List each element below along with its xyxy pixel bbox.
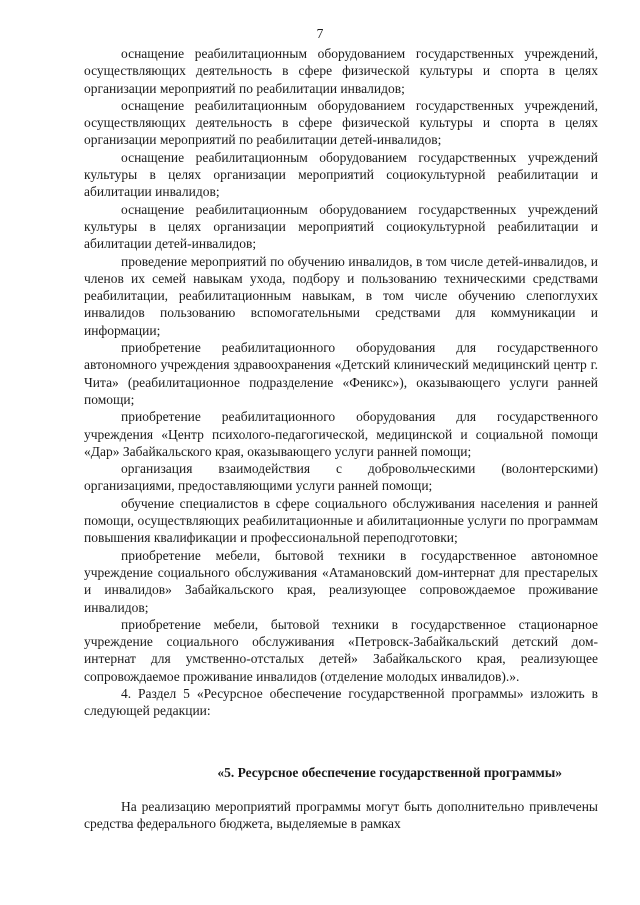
paragraph-rehab-culture-children: оснащение реабилитационным оборудованием государственных учреждений культуры в целях организации мероприятий социокультурной реабилитации и абилитации детей-инвалидов;: [84, 201, 598, 252]
page-number: 7: [316, 26, 324, 41]
paragraph-furniture-petrovsk: приобретение мебели, бытовой техники в государственное стационарное учреждение социального обслуживания «Петровск-Забайкальский детский дом-интернат для умственно-отсталых детей» Забайкальского края, реализующее сопровождаемое проживание инвалидов (отделение молодых инвалидов).».: [84, 616, 598, 684]
closing-text: [84, 798, 598, 833]
paragraph-rehab-sport-disabled: оснащение реабилитационным оборудованием государственных учреждений, осуществляющих деятельность в сфере физической культуры и спорта в целях организации мероприятий по реабилитации инвалидов;: [84, 46, 598, 96]
paragraph-rehab-culture-disabled: оснащение реабилитационным оборудованием государственных учреждений культуры в целях организации мероприятий социокультурной реабилитации и абилитации инвалидов;: [84, 149, 598, 200]
body-text: [84, 45, 598, 720]
paragraph-equipment-phoenix: приобретение реабилитационного оборудования для государственного автономного учреждения здравоохранения «Детский клинический медицинский центр г. Чита» (реабилитационное подразделение «Феникс»), оказывающего услуги ранней помощи;: [84, 340, 598, 407]
paragraph-volunteer-cooperation: организация взаимодействия с добровольческими (волонтерскими) организациями, предоставляющими услуги ранней помощи;: [84, 461, 598, 494]
paragraph-equipment-dar: приобретение реабилитационного оборудования для государственного учреждения «Центр психолого-педагогической, медицинской и социальной помощи «Дар» Забайкальского края, оказывающего услуги ранней помощи;: [84, 409, 598, 459]
paragraph-training-disabled: проведение мероприятий по обучению инвалидов, в том числе детей-инвалидов, и членов их семей навыкам ухода, подбору и пользованию техническими средствами реабилитации, реабилитационным навыкам, в том числе обучению слепоглухих инвалидов пользованию вспомогательными средствами для коммуникации и информации;: [84, 253, 598, 338]
paragraph-rehab-sport-children: оснащение реабилитационным оборудованием государственных учреждений, осуществляющих деятельность в сфере физической культуры и спорта в целях организации мероприятий по реабилитации детей-инвалидов;: [84, 97, 598, 148]
paragraph-federal-funding: На реализацию мероприятий программы могут быть дополнительно привлечены средства федерального бюджета, выделяемые в рамках: [84, 799, 598, 832]
paragraph-section-5-amendment: 4. Раздел 5 «Ресурсное обеспечение государственной программы» изложить в следующей редакции:: [84, 685, 598, 719]
paragraph-specialist-training: обучение специалистов в сфере социального обслуживания населения и ранней помощи, осуществляющих реабилитационные и абилитационные услуги по программам повышения квалификации и профессиональной переподготовки;: [84, 495, 598, 546]
section-heading: «5. Ресурсное обеспечение государственной программы»: [217, 765, 562, 780]
paragraph-furniture-atamanovsky: приобретение мебели, бытовой техники в государственное автономное учреждение социального обслуживания «Атамановский дом-интернат для престарелых и инвалидов» Забайкальского края, реализующее сопровождаемое проживание инвалидов;: [84, 547, 598, 615]
